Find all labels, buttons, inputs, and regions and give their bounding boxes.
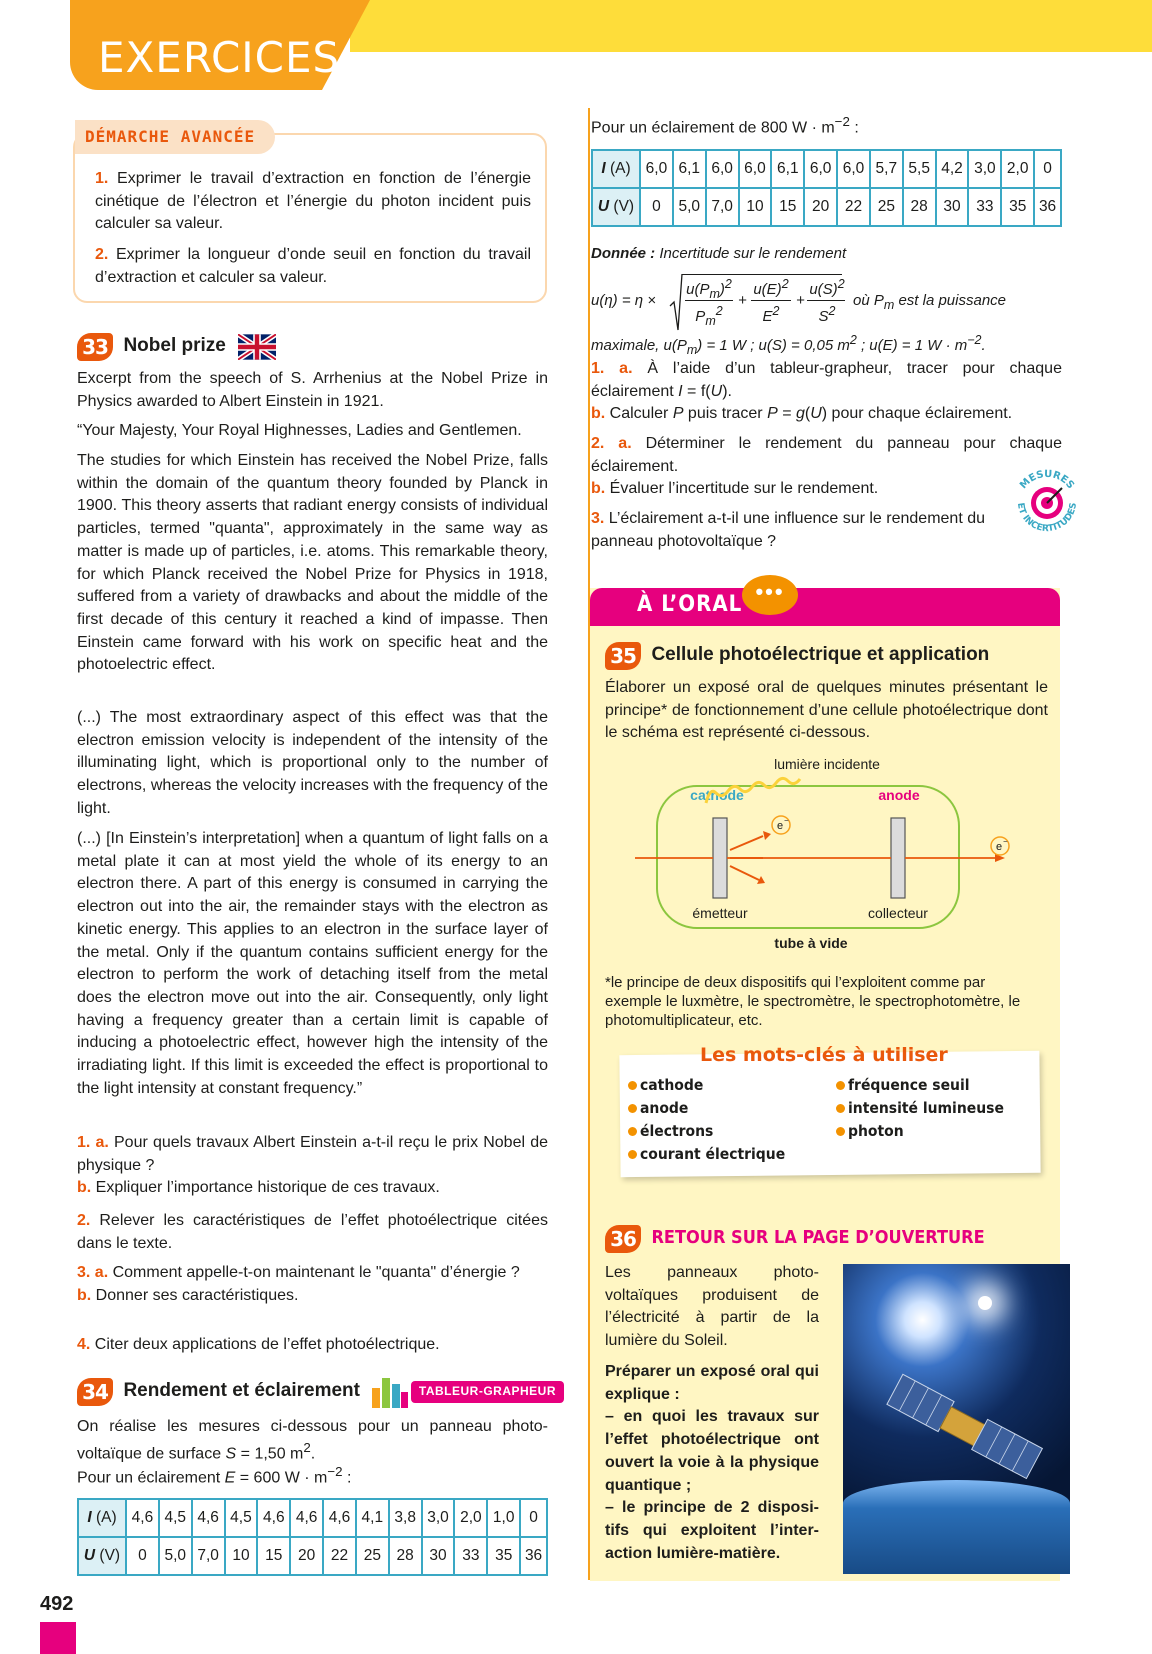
uk-flag-icon [238,334,276,360]
table-cell: 28 [903,188,936,226]
table-cell: 1,0 [487,1499,520,1537]
footnote: *le principe de deux dispositifs qui l’exploitent comme par exemple le luxmètre, le spectromètre, le spectrophotomètre, le photomultiplicateur, etc. [605,974,1021,1029]
table-cell: 0 [126,1537,159,1575]
sqrt-bar [682,274,842,275]
ex34-q1: 1. a. À l’aide d’un tableur-grapheur, tracer pour chaque éclairement I = f(U). b. Calculer P puis tracer P = g(U) pour chaque éclairement. [591,360,1062,423]
table-cell: 20 [290,1537,323,1575]
table-cell: 7,0 [706,188,739,226]
photocell-diagram [595,752,1055,962]
ex35-title: Cellule photoélectrique et application [651,644,990,666]
keywords-left [628,1074,785,1166]
ex35-heading [605,642,989,670]
label-emitter: émetteur [692,905,748,921]
table-cell: 0 [520,1499,547,1537]
ex34-intro: On réalise les mesures ci-dessous pour un panneau photovoltaïque de surface S = 1,50 $m^2$. [77,1418,548,1463]
speech-bubble-icon: ••• [742,575,798,615]
table-cell: 0 [1034,150,1061,188]
ex36-number: 36 [605,1225,641,1253]
frac2-num: $u(E)^2$ [753,277,789,298]
table-cell: 4,6 [192,1499,225,1537]
keyword-item: anode [628,1097,785,1120]
table-cell: 7,0 [192,1537,225,1575]
table-cell: 2,0 [454,1499,487,1537]
ex36-text: Les panneaux photovoltaïques produisent de l’électricité à partir de la lumière du Soleil. [605,1264,819,1350]
table-cell: 36 [1034,188,1061,226]
stamp-bottom-text: ET INCERTITUDES [1014,502,1080,535]
label-cathode: cathode [690,787,744,803]
ex34-heading [77,1374,564,1410]
table-cell: 33 [968,188,1001,226]
row-header-i: I (A) [592,150,640,188]
sun-flare [978,1296,992,1310]
keywords-right [836,1074,1004,1143]
formula-lhs: u(η) = η × [591,292,657,309]
stamp-top-text: MESURES [1018,468,1077,492]
formula-rhs: où $P_m$ est la puissance [853,292,1007,312]
table-e600 [77,1498,548,1576]
keyword-item: photon [836,1120,1004,1143]
table-cell: 35 [1001,188,1034,226]
table-cell: 4,5 [159,1499,192,1537]
bullet-dot [836,1081,845,1090]
page-tab [40,1622,76,1654]
table-cell: 3,0 [968,150,1001,188]
keywords-title: Les mots-clés à utiliser [700,1044,948,1066]
table-cell: 5,5 [903,150,936,188]
table-e800-row-i [592,150,1061,188]
ex33-p2: The studies for which Einstein has received the Nobel Prize, falls within the domain of the quantum theory founded by Planck in 1900. This theory asserts that radiant energy consists of individual particles, termed "quanta", approximately in the same way as matter is made up of particles, i.e. atoms. This remarkable theory, for which Planck received the Nobel Prize for Physics in 1918, suffered from a variety of drawbacks and about the middle of the first decade of this century it reached a kind of impasse. Then Einstein came forward with his work on specific heat and the photoelectric effect. [77,452,548,674]
ex33-q2: 2. Relever les caractéristiques de l’effet photoélectrique citées dans le texte. [77,1212,548,1252]
tableur-grapheur-tag: TABLEUR-GRAPHEUR [411,1381,564,1402]
row-header-u: U (V) [592,188,640,226]
formula-line2: maximale, $u(P_m) = 1$ W ; u(S) = 0,05 $m^2$ ; u(E) = 1 $W \cdot m^{-2}$. [591,333,986,357]
demarche-q1: 1. Exprimer le travail d’extraction en fonction de l’énergie cinétique de l’électron et l’énergie du photon incident puis calculer sa valeur. [95,170,531,233]
table-cell: 28 [389,1537,422,1575]
bullet-dot [628,1081,637,1090]
anode-plate [891,818,905,898]
electron-symbol: e [777,820,784,832]
table-cell: 6,0 [804,150,837,188]
earth-horizon [843,1480,1070,1574]
electron-symbol-out: e [996,841,1003,853]
table-cell: 5,0 [159,1537,192,1575]
table-cell: 10 [225,1537,258,1575]
table-e600-row-u [78,1537,547,1575]
ex33-heading [77,333,276,361]
ex36-title: RETOUR SUR LA PAGE D’OUVERTURE [651,1227,985,1249]
spreadsheet-icon [370,1374,410,1410]
electron-sign: − [784,816,789,825]
header-band [350,0,1152,52]
ex33-q4: 4. Citer deux applications de l’effet photoélectrique. [77,1336,440,1353]
table-cell: 6,0 [640,150,673,188]
table-cell: 25 [870,188,903,226]
keyword-item: courant électrique [628,1143,785,1166]
table-cell: 15 [257,1537,290,1575]
table-cell: 10 [739,188,772,226]
ex34-title: Rendement et éclairement [123,1380,360,1402]
table-cell: 3,8 [389,1499,422,1537]
row-header-u: U (V) [78,1537,126,1575]
electron-sign-out: − [1003,837,1008,846]
table-e800 [591,149,1062,227]
sqrt-sign [669,272,683,332]
frac2-den: $E^2$ [762,304,780,325]
table-cell: 4,6 [126,1499,159,1537]
table-cell: 30 [422,1537,455,1575]
ex33-p4: (...) [In Einstein’s interpretation] when a quantum of light falls on a metal plate it can at most yield the whole of its energy to an electron there. A part of this energy is consumed in carrying the electron out into the air, the remainder stays with the electron as kinetic energy. This applies to an electron in the surface layer of the metal. Only if the quantum contains sufficient energy for the electron to perform the work of detaching itself from the metal does the electron move out into the air. Consequently, only light having a frequency greater than a certain limit is capable of inducing a photoelectric effect, however high the intensity of the irradiating light. If this limit is exceeded the effect is proportional to the light intensity at constant frequency.” [77,830,548,1097]
electron-arrow [730,836,763,850]
electron-arrowhead [763,831,771,840]
frac1-num: $u(P_m)^2$ [686,277,732,301]
page-number: 492 [40,1593,74,1615]
ex34-e600-label: Pour un éclairement E = 600 $W \cdot m^{-2}$ : [77,1464,352,1487]
table-cell: 6,0 [706,150,739,188]
table-cell: 22 [837,188,870,226]
label-light: lumière incidente [774,756,880,772]
page-title: EXERCICES [98,33,341,82]
table-cell: 6,1 [771,150,804,188]
ex33-p1: “Your Majesty, Your Royal Highnesses, Ladies and Gentlemen. [77,422,522,439]
table-cell: 15 [771,188,804,226]
bullet-dot [628,1104,637,1113]
label-anode: anode [878,787,920,803]
ex33-number: 33 [77,333,113,361]
ex33-p3: (...) The most extraordinary aspect of this effect was that the electron emission velocity is independent of the intensity of the illuminating light, which is proportional only to the number of electrons, whereas the velocity increases with the frequency of the light. [77,709,548,817]
ex33-q3: 3. a. Comment appelle-t-on maintenant le "quanta" d’énergie ? b. Donner ses caractéristiques. [77,1264,520,1304]
ex34-number: 34 [77,1378,113,1406]
table-cell: 5,0 [673,188,706,226]
target-icon [1012,468,1082,538]
keyword-item: fréquence seuil [836,1074,1004,1097]
frac2-bar [751,300,791,301]
label-tube: tube à vide [774,935,848,951]
table-cell: 5,7 [870,150,903,188]
frac1-den: $P_m^2$ [695,304,723,328]
ex35-text: Élaborer un exposé oral de quelques minutes présentant le principe* de fonctionnement d’une cellule photoélectrique dont le schéma est représenté ci-dessous. [605,679,1048,742]
table-cell: 36 [520,1537,547,1575]
uncertainty-formula [591,272,1061,332]
ex33-q1a: 1. a. Pour quels travaux Albert Einstein a-t-il reçu le prix Nobel de physique ? b. Expliquer l’importance historique de ces travaux. [77,1134,548,1197]
ex33-title: Nobel prize [123,335,226,357]
table-cell: 6,0 [739,150,772,188]
ex36-heading [605,1225,985,1253]
table-cell: 6,1 [673,150,706,188]
table-cell: 4,1 [356,1499,389,1537]
keyword-item: cathode [628,1074,785,1097]
ex33-intro: Excerpt from the speech of S. Arrhenius at the Nobel Prize in Physics awarded to Albert Einstein in 1921. [77,370,548,410]
electron-arrow [730,866,759,880]
bullet-dot [836,1127,845,1136]
frac3-bar [807,300,845,301]
ex34-q2: 2. a. Déterminer le rendement du panneau pour chaque éclairement. b. Évaluer l’incertitude sur le rendement. [591,435,1062,498]
demarche-q2: 2. Exprimer la longueur d’onde seuil en fonction du travail d’extraction et calculer sa valeur. [95,246,532,286]
bullet-dot [628,1127,637,1136]
table-e600-row-i [78,1499,547,1537]
oral-title: À L’ORAL [637,592,743,617]
table-cell: 22 [323,1537,356,1575]
table-cell: 0 [640,188,673,226]
table-cell: 35 [487,1537,520,1575]
table-cell: 33 [454,1537,487,1575]
table-cell: 4,2 [936,150,969,188]
row-header-i: I (A) [78,1499,126,1537]
label-collector: collecteur [868,905,928,921]
bullet-dot [628,1150,637,1159]
frac3-den: $S^2$ [818,304,836,325]
cathode-plate [713,818,727,898]
table-cell: 2,0 [1001,150,1034,188]
keyword-item: électrons [628,1120,785,1143]
table-cell: 4,6 [257,1499,290,1537]
table-cell: 30 [936,188,969,226]
table-e800-row-u [592,188,1061,226]
table-cell: 3,0 [422,1499,455,1537]
plus-sign: + [738,292,747,309]
bullet-dot [836,1104,845,1113]
keyword-item: intensité lumineuse [836,1097,1004,1120]
satellite-illustration [880,1370,1050,1490]
table-cell: 4,6 [290,1499,323,1537]
ex34-q3: 3. L’éclairement a-t-il une influence sur le rendement du panneau photovoltaïque ? [591,510,986,550]
ex35-number: 35 [605,642,641,670]
demarche-label: DÉMARCHE AVANCÉE [75,120,275,154]
table-cell: 25 [356,1537,389,1575]
plus-sign: + [796,292,805,309]
donnee: Donnée : Incertitude sur le rendement [591,245,847,262]
table-cell: 4,6 [323,1499,356,1537]
table-cell: 20 [804,188,837,226]
frac3-num: $u(S)^2$ [809,277,845,298]
frac1-bar [685,300,733,301]
ex36-instructions: Préparer un exposé oral qui explique : – en quoi les travaux sur l’effet photoélectrique ont ouvert la voie à la physique quantique ; – le principe de 2 dispositifs qui exploitent l’interaction lumière-matière. [605,1363,819,1562]
table-cell: 4,5 [225,1499,258,1537]
table-cell: 6,0 [837,150,870,188]
ex34-e800-label: Pour un éclairement de 800 $W \cdot m^{-2}$ : [591,114,859,137]
